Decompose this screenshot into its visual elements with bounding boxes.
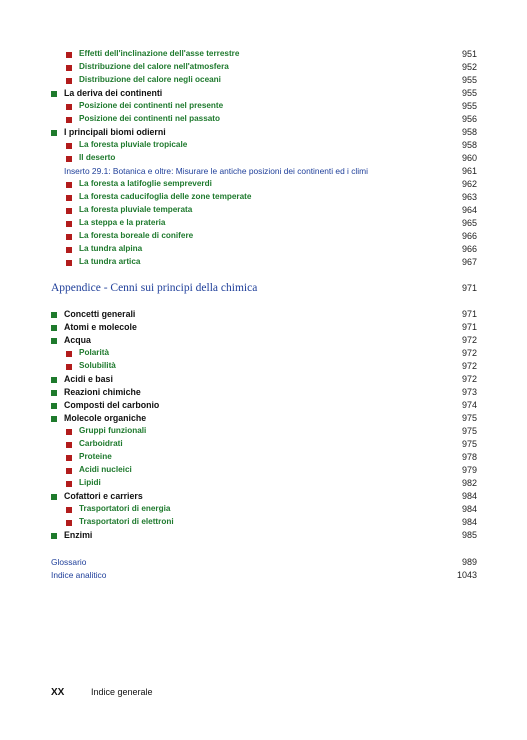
toc-entry[interactable] [0,74,527,86]
toc-chapter-entry[interactable] [0,308,527,320]
toc-entry-page: 978 [461,452,477,462]
toc-entry[interactable] [0,256,527,268]
bullet-square-icon [51,403,57,409]
toc-entry-label: La deriva dei continenti [64,88,163,98]
appendix-title: Appendice - Cenni sui principi della chimica [51,282,258,294]
toc-entry[interactable] [0,243,527,255]
toc-entry-label: Trasportatori di elettroni [79,517,174,526]
toc-entry-label: Proteine [79,452,112,461]
bullet-square-icon [66,195,72,201]
toc-entry-page: 966 [461,244,477,254]
toc-entry-label: La tundra artica [79,257,141,266]
toc-entry[interactable] [0,425,527,437]
toc-entry[interactable] [0,451,527,463]
toc-chapter-entry[interactable] [0,373,527,385]
toc-entry-page: 972 [461,361,477,371]
toc-entry-label: La foresta pluviale temperata [79,205,193,214]
bullet-square-icon [51,533,57,539]
bullet-square-icon [66,481,72,487]
toc-entry-page: 961 [461,166,477,176]
toc-chapter-entry[interactable] [0,529,527,541]
bullet-square-icon [66,52,72,58]
toc-entry[interactable] [0,438,527,450]
bullet-square-icon [66,351,72,357]
bullet-square-icon [66,208,72,214]
toc-entry[interactable] [0,178,527,190]
bullet-square-icon [66,182,72,188]
toc-entry-label: Solubilità [79,361,116,370]
toc-entry-label: I principali biomi odierni [64,127,166,137]
toc-entry-label: Posizione dei continenti nel passato [79,114,221,123]
toc-entry-page: 956 [461,114,477,124]
toc-entry-page: 982 [461,478,477,488]
toc-entry-label: Molecole organiche [64,413,147,423]
toc-entry[interactable] [0,100,527,112]
toc-entry-label: La foresta pluviale tropicale [79,140,188,149]
toc-entry-label: Gruppi funzionali [79,426,147,435]
toc-entry-label: Reazioni chimiche [64,387,141,397]
toc-entry-label: La foresta a latifoglie sempreverdi [79,179,212,188]
toc-entry-page: 964 [461,205,477,215]
toc-entry[interactable] [0,503,527,515]
bullet-square-icon [66,429,72,435]
toc-entry-page: 955 [461,75,477,85]
bullet-square-icon [66,507,72,513]
toc-entry-page: 972 [461,348,477,358]
toc-entry-label: Lipidi [79,478,101,487]
toc-entry-label: Composti del carbonio [64,400,160,410]
toc-entry-label: Concetti generali [64,309,136,319]
bullet-square-icon [66,78,72,84]
bullet-square-icon [66,520,72,526]
toc-entry-page: 989 [461,557,477,567]
toc-index-entry[interactable] [0,569,527,581]
toc-entry[interactable] [0,217,527,229]
toc-entry-label: Effetti dell'inclinazione dell'asse terrestre [79,49,240,58]
bullet-square-icon [51,390,57,396]
toc-entry-label: Acidi e basi [64,374,113,384]
toc-entry-label: Carboidrati [79,439,123,448]
toc-entry-page: 967 [461,257,477,267]
toc-entry-page: 985 [461,530,477,540]
bullet-square-icon [51,130,57,136]
toc-entry-page: 962 [461,179,477,189]
toc-chapter-entry[interactable] [0,126,527,138]
toc-entry-page: 958 [461,140,477,150]
toc-entry-page: 951 [461,49,477,59]
toc-entry-label: La tundra alpina [79,244,143,253]
toc-entry-label: Posizione dei continenti nel presente [79,101,224,110]
bullet-square-icon [66,104,72,110]
toc-entry[interactable] [0,360,527,372]
bullet-square-icon [66,143,72,149]
bullet-square-icon [66,455,72,461]
toc-entry-page: 972 [461,374,477,384]
toc-entry[interactable] [0,204,527,216]
bullet-square-icon [51,416,57,422]
toc-entry-page: 975 [461,413,477,423]
bullet-square-icon [51,312,57,318]
page-folio: XX [51,687,65,698]
toc-entry-label: Acidi nucleici [79,465,132,474]
toc-chapter-entry[interactable] [0,334,527,346]
toc-entry-page: 955 [461,88,477,98]
toc-entry[interactable] [0,152,527,164]
toc-entry-page: 960 [461,153,477,163]
bullet-square-icon [66,442,72,448]
toc-entry-page: 965 [461,218,477,228]
bullet-square-icon [66,260,72,266]
toc-entry-label: Inserto 29.1: Botanica e oltre: Misurare le antiche posizioni dei continenti ed i climi [64,166,368,176]
bullet-square-icon [66,247,72,253]
toc-entry[interactable] [0,139,527,151]
toc-entry-page: 972 [461,335,477,345]
toc-entry-page: 984 [461,491,477,501]
toc-chapter-entry[interactable] [0,321,527,333]
toc-entry-page: 971 [461,322,477,332]
bullet-square-icon [66,156,72,162]
toc-entry-label: Distribuzione del calore negli oceani [79,75,221,84]
toc-entry[interactable] [0,61,527,73]
toc-entry-page: 971 [461,309,477,319]
toc-entry-label: Indice analitico [51,570,107,580]
toc-entry-page: 963 [461,192,477,202]
toc-entry-page: 975 [461,439,477,449]
toc-entry-label: La foresta boreale di conifere [79,231,194,240]
bullet-square-icon [66,364,72,370]
toc-entry[interactable] [0,477,527,489]
toc-entry[interactable] [0,464,527,476]
running-footer-title: Indice generale [91,687,153,697]
toc-entry-page: 966 [461,231,477,241]
toc-entry-label: Distribuzione del calore nell'atmosfera [79,62,229,71]
toc-entry-page: 984 [461,517,477,527]
toc-entry[interactable] [0,230,527,242]
bullet-square-icon [66,468,72,474]
toc-entry-page: 984 [461,504,477,514]
toc-entry-label: Acqua [64,335,91,345]
toc-chapter-entry[interactable] [0,490,527,502]
toc-entry-page: 975 [461,426,477,436]
bullet-square-icon [51,338,57,344]
toc-entry-page: 974 [461,400,477,410]
toc-entry[interactable] [0,48,527,60]
bullet-square-icon [51,494,57,500]
toc-entry-page: 958 [461,127,477,137]
toc-entry-label: Enzimi [64,530,93,540]
toc-entry-label: Atomi e molecole [64,322,137,332]
toc-entry-label: Il deserto [79,153,116,162]
bullet-square-icon [66,117,72,123]
bullet-square-icon [66,234,72,240]
toc-entry-label: La steppa e la prateria [79,218,166,227]
toc-entry-label: Trasportatori di energia [79,504,171,513]
bullet-square-icon [51,325,57,331]
toc-glossary-entry[interactable] [0,556,527,568]
toc-entry[interactable] [0,191,527,203]
toc-entry-label: Polarità [79,348,110,357]
toc-chapter-entry[interactable] [0,399,527,411]
toc-chapter-entry[interactable] [0,87,527,99]
page-footer [51,687,153,698]
bullet-square-icon [66,65,72,71]
toc-entry-page: 973 [461,387,477,397]
toc-chapter-entry[interactable] [0,412,527,424]
toc-entry[interactable] [0,516,527,528]
toc-entry-label: Cofattori e carriers [64,491,143,501]
toc-entry-page: 979 [461,465,477,475]
bullet-square-icon [51,377,57,383]
toc-inset-entry[interactable] [0,165,527,177]
bullet-square-icon [66,221,72,227]
toc-entry[interactable] [0,113,527,125]
toc-entry-label: La foresta caducifoglia delle zone temperate [79,192,252,201]
toc-entry-page: 952 [461,62,477,72]
toc-entry-page: 1043 [456,570,477,580]
toc-chapter-entry[interactable] [0,386,527,398]
toc-entry-label: Glossario [51,557,87,567]
toc-entry[interactable] [0,347,527,359]
toc-entry-page: 955 [461,101,477,111]
bullet-square-icon [51,91,57,97]
toc-appendix-heading[interactable] [0,280,527,296]
toc-entry-page: 971 [461,283,477,293]
